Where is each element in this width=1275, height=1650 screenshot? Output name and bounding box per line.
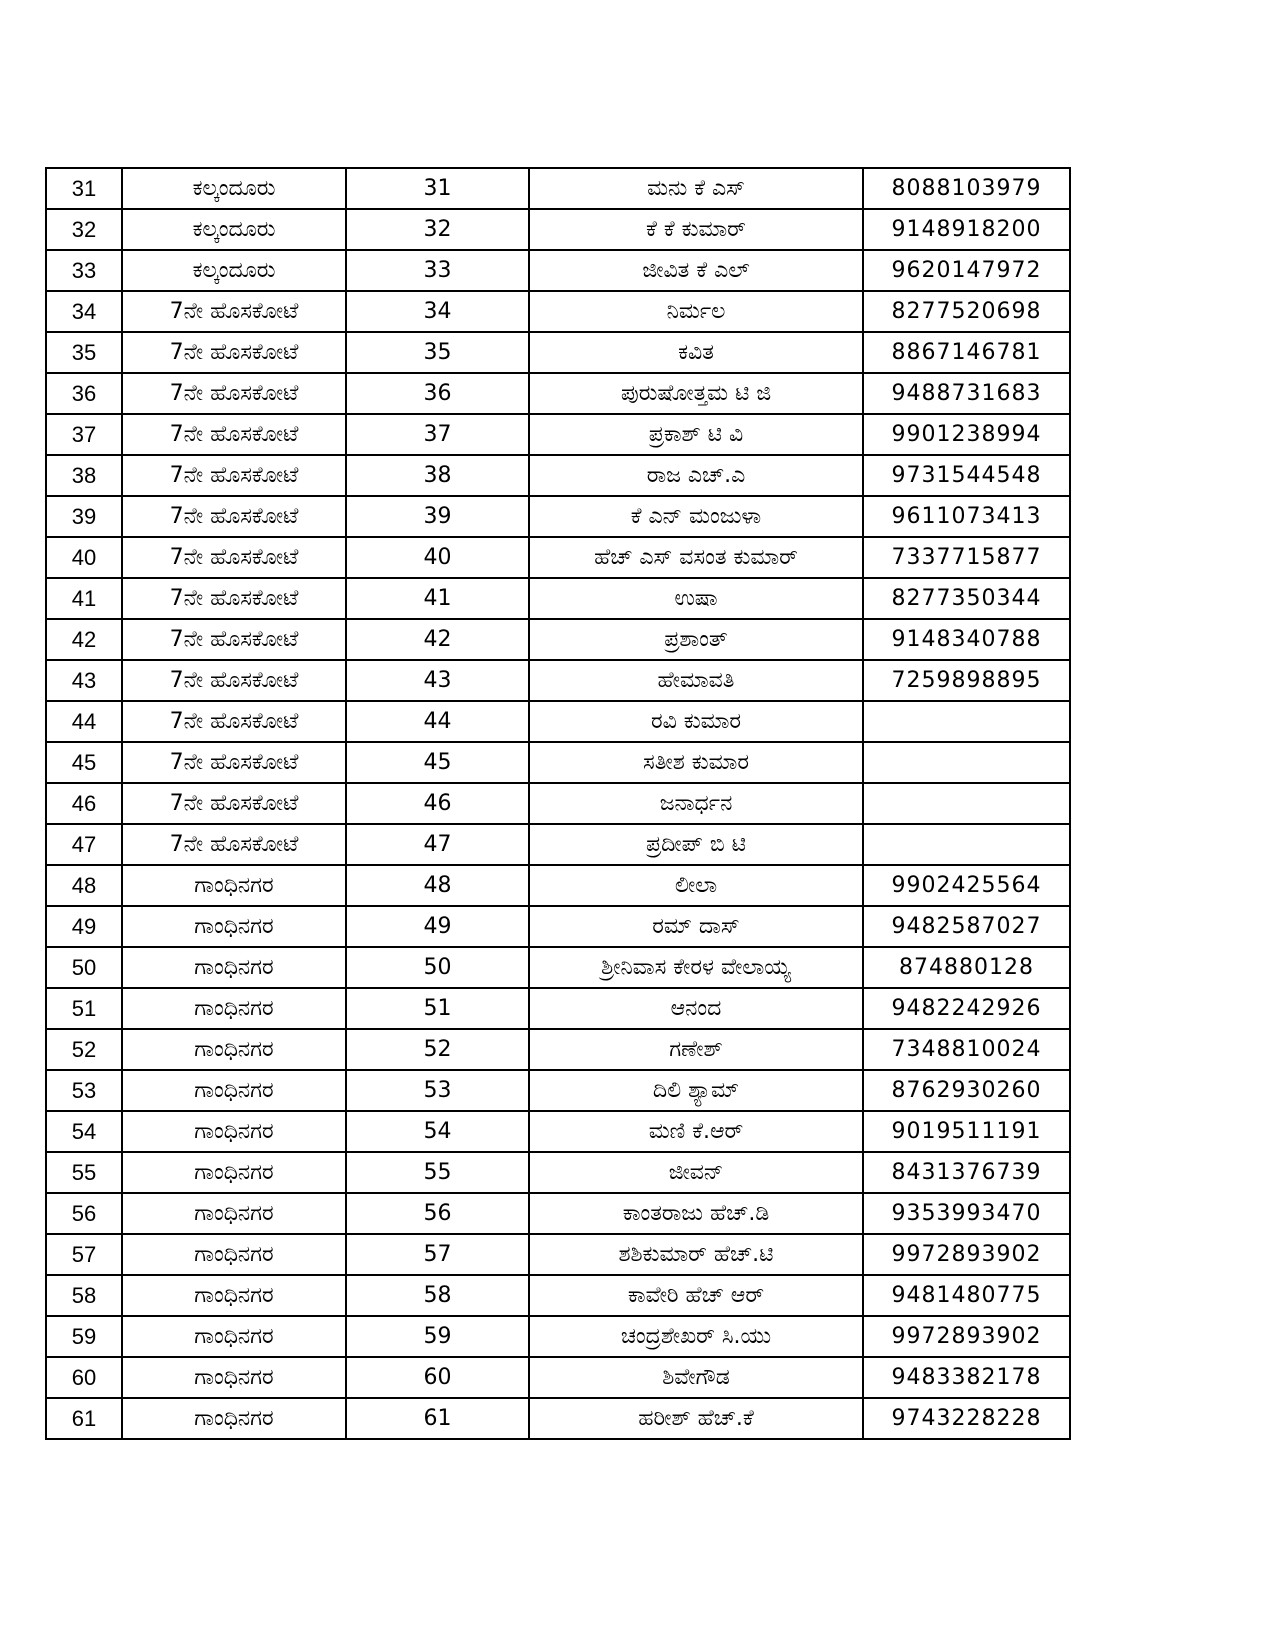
serial-number-cell: 44	[46, 701, 122, 742]
place-cell: ಕಲ್ಕಂದೂರು	[122, 250, 346, 291]
table-row	[46, 783, 1070, 824]
place-cell: ಗಾಂಧಿನಗರ	[122, 1193, 346, 1234]
name-cell: ಪ್ರಶಾಂತ್	[529, 619, 863, 660]
table-row	[46, 250, 1070, 291]
place-cell: ಗಾಂಧಿನಗರ	[122, 1398, 346, 1439]
serial-number-cell: 54	[46, 1111, 122, 1152]
name-cell: ಕವಿತ	[529, 332, 863, 373]
id-cell: 31	[346, 168, 529, 209]
table-row	[46, 742, 1070, 783]
table-row	[46, 496, 1070, 537]
table-row	[46, 1193, 1070, 1234]
table-row	[46, 1111, 1070, 1152]
phone-cell: 9481480775	[863, 1275, 1070, 1316]
serial-number-cell: 47	[46, 824, 122, 865]
phone-cell: 9488731683	[863, 373, 1070, 414]
id-cell: 33	[346, 250, 529, 291]
serial-number-cell: 38	[46, 455, 122, 496]
table-row	[46, 619, 1070, 660]
serial-number-cell: 50	[46, 947, 122, 988]
id-cell: 37	[346, 414, 529, 455]
place-cell: ಕಲ್ಕಂದೂರು	[122, 168, 346, 209]
serial-number-cell: 45	[46, 742, 122, 783]
table-row	[46, 1275, 1070, 1316]
name-cell: ಶಿವೇಗೌಡ	[529, 1357, 863, 1398]
place-cell: 7ನೇ ಹೊಸಕೋಟೆ	[122, 783, 346, 824]
name-cell: ಪುರುಷೋತ್ತಮ ಟಿ ಜಿ	[529, 373, 863, 414]
place-cell: ಗಾಂಧಿನಗರ	[122, 1357, 346, 1398]
place-cell: ಗಾಂಧಿನಗರ	[122, 865, 346, 906]
place-cell: 7ನೇ ಹೊಸಕೋಟೆ	[122, 455, 346, 496]
id-cell: 45	[346, 742, 529, 783]
serial-number-cell: 61	[46, 1398, 122, 1439]
place-cell: 7ನೇ ಹೊಸಕೋಟೆ	[122, 332, 346, 373]
serial-number-cell: 56	[46, 1193, 122, 1234]
table-row	[46, 1152, 1070, 1193]
id-cell: 39	[346, 496, 529, 537]
place-cell: ಗಾಂಧಿನಗರ	[122, 1152, 346, 1193]
table-row	[46, 1316, 1070, 1357]
id-cell: 34	[346, 291, 529, 332]
name-cell: ರಮ್ ದಾಸ್	[529, 906, 863, 947]
place-cell: ಗಾಂಧಿನಗರ	[122, 1316, 346, 1357]
table-row	[46, 168, 1070, 209]
phone-cell: 9148918200	[863, 209, 1070, 250]
id-cell: 38	[346, 455, 529, 496]
name-cell: ಕಾಂತರಾಜು ಹೆಚ್.ಡಿ	[529, 1193, 863, 1234]
name-cell: ಸತೀಶ ಕುಮಾರ	[529, 742, 863, 783]
serial-number-cell: 39	[46, 496, 122, 537]
serial-number-cell: 55	[46, 1152, 122, 1193]
name-cell: ಚಂದ್ರಶೇಖರ್ ಸಿ.ಯು	[529, 1316, 863, 1357]
serial-number-cell: 40	[46, 537, 122, 578]
name-cell: ಮನು ಕೆ ಎಸ್	[529, 168, 863, 209]
name-cell: ಕೆ ಎನ್ ಮಂಜುಳಾ	[529, 496, 863, 537]
serial-number-cell: 34	[46, 291, 122, 332]
phone-cell: 9743228228	[863, 1398, 1070, 1439]
id-cell: 59	[346, 1316, 529, 1357]
phone-cell: 8867146781	[863, 332, 1070, 373]
phone-cell: 9620147972	[863, 250, 1070, 291]
place-cell: ಗಾಂಧಿನಗರ	[122, 1234, 346, 1275]
phone-cell: 8277520698	[863, 291, 1070, 332]
id-cell: 40	[346, 537, 529, 578]
table-row	[46, 1029, 1070, 1070]
name-cell: ರಾಜ ಎಚ್.ಎ	[529, 455, 863, 496]
phone-cell: 9972893902	[863, 1234, 1070, 1275]
id-cell: 54	[346, 1111, 529, 1152]
phone-cell: 8431376739	[863, 1152, 1070, 1193]
serial-number-cell: 36	[46, 373, 122, 414]
phone-cell: 9483382178	[863, 1357, 1070, 1398]
place-cell: 7ನೇ ಹೊಸಕೋಟೆ	[122, 742, 346, 783]
serial-number-cell: 57	[46, 1234, 122, 1275]
table-row	[46, 824, 1070, 865]
table-row	[46, 455, 1070, 496]
name-cell: ಕೆ ಕೆ ಕುಮಾರ್	[529, 209, 863, 250]
place-cell: ಗಾಂಧಿನಗರ	[122, 988, 346, 1029]
table-row	[46, 947, 1070, 988]
phone-cell: 9611073413	[863, 496, 1070, 537]
place-cell: 7ನೇ ಹೊಸಕೋಟೆ	[122, 496, 346, 537]
name-cell: ಶಶಿಕುಮಾರ್ ಹೆಚ್.ಟಿ	[529, 1234, 863, 1275]
place-cell: ಗಾಂಧಿನಗರ	[122, 1275, 346, 1316]
serial-number-cell: 58	[46, 1275, 122, 1316]
name-cell: ಶ್ರೀನಿವಾಸ ಕೇರಳ ವೇಲಾಯ್ಯ	[529, 947, 863, 988]
serial-number-cell: 43	[46, 660, 122, 701]
id-cell: 51	[346, 988, 529, 1029]
name-cell: ಜೀವಿತ ಕೆ ಎಲ್	[529, 250, 863, 291]
serial-number-cell: 35	[46, 332, 122, 373]
place-cell: ಗಾಂಧಿನಗರ	[122, 1029, 346, 1070]
serial-number-cell: 33	[46, 250, 122, 291]
phone-cell: 8762930260	[863, 1070, 1070, 1111]
serial-number-cell: 31	[46, 168, 122, 209]
serial-number-cell: 52	[46, 1029, 122, 1070]
table-row	[46, 906, 1070, 947]
serial-number-cell: 49	[46, 906, 122, 947]
name-cell: ಹೆಚ್ ಎಸ್ ವಸಂತ ಕುಮಾರ್	[529, 537, 863, 578]
table-row	[46, 291, 1070, 332]
id-cell: 52	[346, 1029, 529, 1070]
id-cell: 41	[346, 578, 529, 619]
id-cell: 35	[346, 332, 529, 373]
table-row	[46, 373, 1070, 414]
serial-number-cell: 46	[46, 783, 122, 824]
id-cell: 56	[346, 1193, 529, 1234]
id-cell: 46	[346, 783, 529, 824]
id-cell: 50	[346, 947, 529, 988]
phone-cell: 9019511191	[863, 1111, 1070, 1152]
place-cell: 7ನೇ ಹೊಸಕೋಟೆ	[122, 660, 346, 701]
name-cell: ದಿಲಿ ಶ್ಯಾಮ್	[529, 1070, 863, 1111]
roster-table-body	[46, 168, 1070, 1439]
place-cell: ಗಾಂಧಿನಗರ	[122, 906, 346, 947]
phone-cell: 7337715877	[863, 537, 1070, 578]
phone-cell	[863, 783, 1070, 824]
phone-cell: 9482242926	[863, 988, 1070, 1029]
table-row	[46, 1234, 1070, 1275]
id-cell: 58	[346, 1275, 529, 1316]
id-cell: 32	[346, 209, 529, 250]
roster-table	[45, 167, 1071, 1440]
place-cell: 7ನೇ ಹೊಸಕೋಟೆ	[122, 578, 346, 619]
place-cell: ಗಾಂಧಿನಗರ	[122, 1111, 346, 1152]
id-cell: 42	[346, 619, 529, 660]
phone-cell: 9353993470	[863, 1193, 1070, 1234]
serial-number-cell: 53	[46, 1070, 122, 1111]
phone-cell: 7259898895	[863, 660, 1070, 701]
id-cell: 53	[346, 1070, 529, 1111]
phone-cell: 9901238994	[863, 414, 1070, 455]
id-cell: 47	[346, 824, 529, 865]
place-cell: ಗಾಂಧಿನಗರ	[122, 1070, 346, 1111]
id-cell: 57	[346, 1234, 529, 1275]
name-cell: ಪ್ರಕಾಶ್ ಟಿ ವಿ	[529, 414, 863, 455]
table-row	[46, 1357, 1070, 1398]
name-cell: ಆನಂದ	[529, 988, 863, 1029]
phone-cell: 874880128	[863, 947, 1070, 988]
place-cell: 7ನೇ ಹೊಸಕೋಟೆ	[122, 619, 346, 660]
place-cell: 7ನೇ ಹೊಸಕೋಟೆ	[122, 373, 346, 414]
name-cell: ಲೀಲಾ	[529, 865, 863, 906]
phone-cell: 9482587027	[863, 906, 1070, 947]
name-cell: ಹರೀಶ್ ಹೆಚ್.ಕೆ	[529, 1398, 863, 1439]
id-cell: 44	[346, 701, 529, 742]
phone-cell: 8088103979	[863, 168, 1070, 209]
place-cell: 7ನೇ ಹೊಸಕೋಟೆ	[122, 701, 346, 742]
name-cell: ಜೀವನ್	[529, 1152, 863, 1193]
place-cell: 7ನೇ ಹೊಸಕೋಟೆ	[122, 291, 346, 332]
serial-number-cell: 51	[46, 988, 122, 1029]
table-row	[46, 865, 1070, 906]
id-cell: 43	[346, 660, 529, 701]
place-cell: ಗಾಂಧಿನಗರ	[122, 947, 346, 988]
place-cell: 7ನೇ ಹೊಸಕೋಟೆ	[122, 414, 346, 455]
table-row	[46, 414, 1070, 455]
name-cell: ರವಿ ಕುಮಾರ	[529, 701, 863, 742]
name-cell: ಕಾವೇರಿ ಹೆಚ್ ಆರ್	[529, 1275, 863, 1316]
name-cell: ಉಷಾ	[529, 578, 863, 619]
phone-cell: 9148340788	[863, 619, 1070, 660]
phone-cell	[863, 701, 1070, 742]
serial-number-cell: 37	[46, 414, 122, 455]
serial-number-cell: 48	[46, 865, 122, 906]
phone-cell	[863, 742, 1070, 783]
serial-number-cell: 42	[46, 619, 122, 660]
name-cell: ನಿರ್ಮಲ	[529, 291, 863, 332]
phone-cell	[863, 824, 1070, 865]
serial-number-cell: 41	[46, 578, 122, 619]
table-row	[46, 332, 1070, 373]
name-cell: ಮಣಿ ಕೆ.ಆರ್	[529, 1111, 863, 1152]
name-cell: ಪ್ರದೀಪ್ ಬಿ ಟಿ	[529, 824, 863, 865]
table-row	[46, 537, 1070, 578]
table-row	[46, 988, 1070, 1029]
name-cell: ಗಣೇಶ್	[529, 1029, 863, 1070]
phone-cell: 7348810024	[863, 1029, 1070, 1070]
place-cell: 7ನೇ ಹೊಸಕೋಟೆ	[122, 824, 346, 865]
serial-number-cell: 60	[46, 1357, 122, 1398]
table-row	[46, 660, 1070, 701]
table-row	[46, 1070, 1070, 1111]
id-cell: 61	[346, 1398, 529, 1439]
phone-cell: 9972893902	[863, 1316, 1070, 1357]
table-row	[46, 701, 1070, 742]
name-cell: ಜನಾರ್ಧನ	[529, 783, 863, 824]
id-cell: 49	[346, 906, 529, 947]
phone-cell: 9902425564	[863, 865, 1070, 906]
table-row	[46, 1398, 1070, 1439]
table-row	[46, 578, 1070, 619]
place-cell: ಕಲ್ಕಂದೂರು	[122, 209, 346, 250]
serial-number-cell: 32	[46, 209, 122, 250]
table-row	[46, 209, 1070, 250]
serial-number-cell: 59	[46, 1316, 122, 1357]
id-cell: 55	[346, 1152, 529, 1193]
phone-cell: 9731544548	[863, 455, 1070, 496]
place-cell: 7ನೇ ಹೊಸಕೋಟೆ	[122, 537, 346, 578]
phone-cell: 8277350344	[863, 578, 1070, 619]
id-cell: 48	[346, 865, 529, 906]
id-cell: 60	[346, 1357, 529, 1398]
id-cell: 36	[346, 373, 529, 414]
name-cell: ಹೇಮಾವತಿ	[529, 660, 863, 701]
